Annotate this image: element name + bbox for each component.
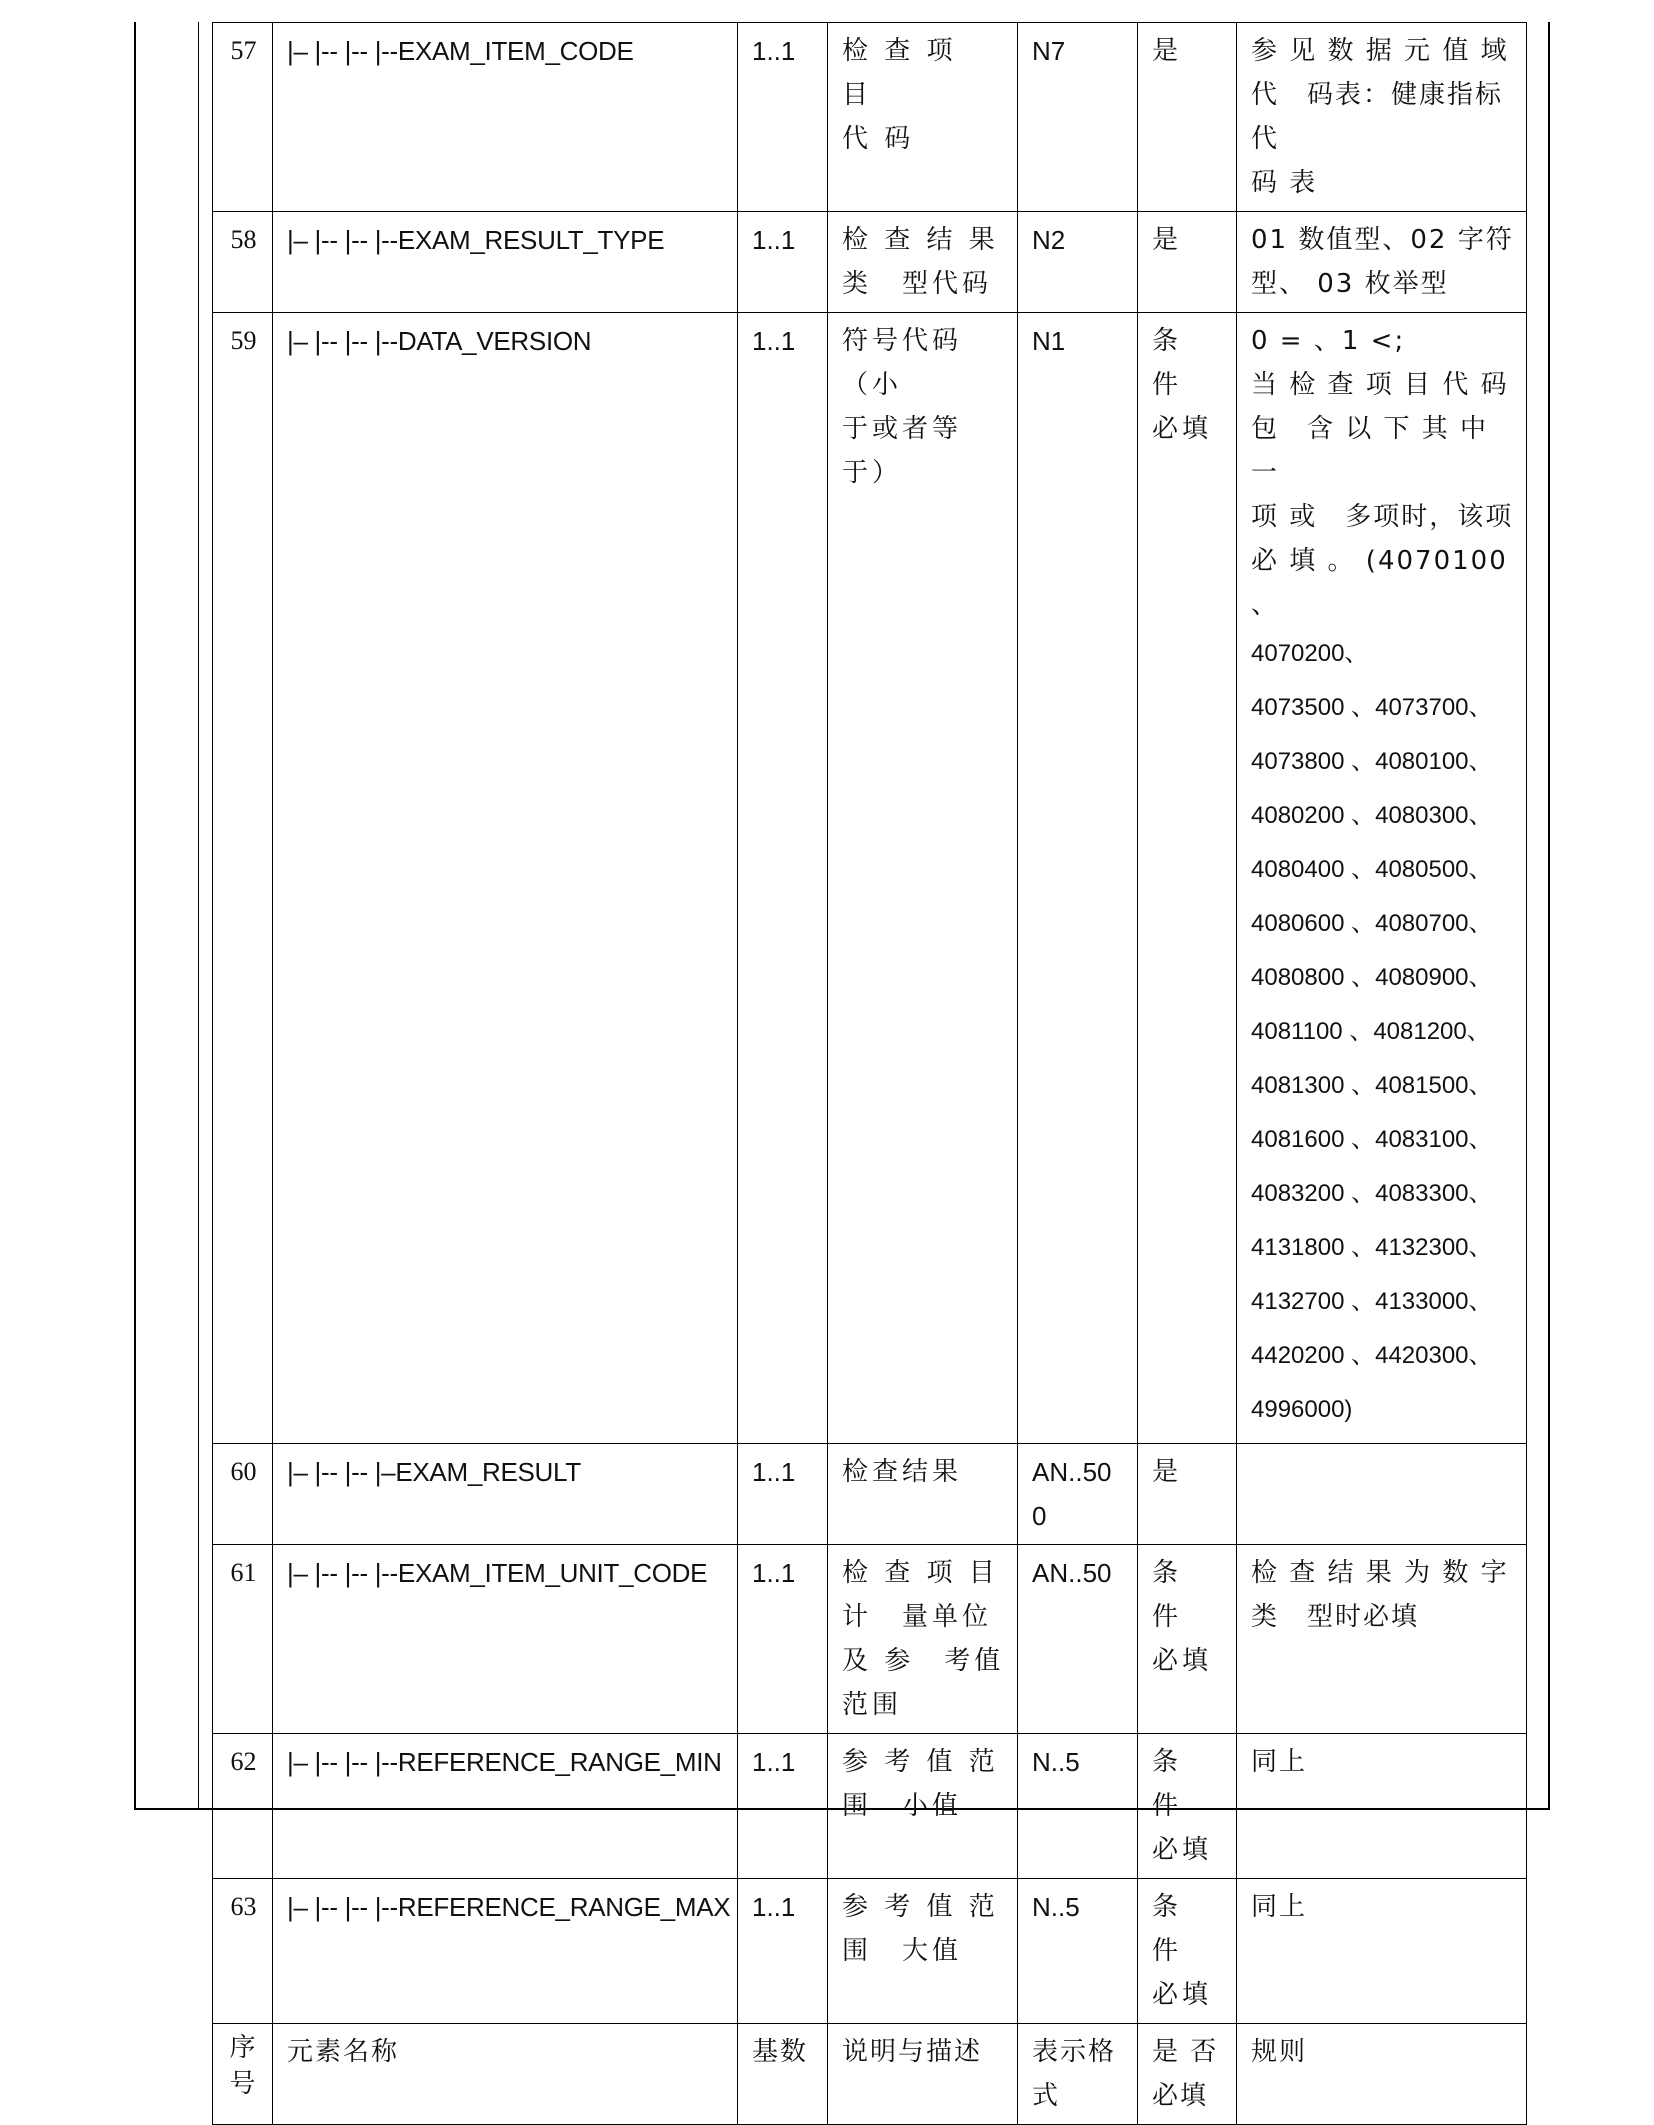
cardinality: 1..1 [738, 1444, 828, 1545]
table-row [213, 212, 1527, 313]
table-row [213, 1734, 1527, 1879]
header-name: 元素名称 [273, 2024, 738, 2125]
description: 检 查 项 目 代 码 [828, 23, 1018, 212]
element-name: |– |-- |-- |--DATA_VERSION [273, 313, 738, 1444]
header-required: 是 否 必填 [1138, 2024, 1237, 2125]
table-row [213, 1444, 1527, 1545]
format: N1 [1018, 313, 1138, 1444]
description: 检 查 项 目 计 量单位 及 参 考值 范围 [828, 1545, 1018, 1734]
required: 是 [1138, 212, 1237, 313]
description: 参 考 值 范 围 小值 [828, 1734, 1018, 1879]
element-name: |– |-- |-- |–EXAM_RESULT [273, 1444, 738, 1545]
element-name: |– |-- |-- |--REFERENCE_RANGE_MIN [273, 1734, 738, 1879]
required: 条 件 必填 [1138, 1734, 1237, 1879]
required: 条 件 必填 [1138, 1879, 1237, 2024]
cardinality: 1..1 [738, 313, 828, 1444]
table-header-row [213, 2024, 1527, 2125]
table-row [213, 1879, 1527, 2024]
cardinality: 1..1 [738, 23, 828, 212]
required: 条 件 必填 [1138, 1545, 1237, 1734]
header-description: 说明与描述 [828, 2024, 1018, 2125]
required: 条 件 必填 [1138, 313, 1237, 1444]
required: 是 [1138, 23, 1237, 212]
row-number: 57 [213, 23, 273, 212]
row-number: 58 [213, 212, 273, 313]
format: N..5 [1018, 1734, 1138, 1879]
cardinality: 1..1 [738, 1734, 828, 1879]
rule: 同上 [1237, 1734, 1527, 1879]
description: 参 考 值 范 围 大值 [828, 1879, 1018, 2024]
format: AN..50 [1018, 1545, 1138, 1734]
cardinality: 1..1 [738, 1879, 828, 2024]
element-name: |– |-- |-- |--REFERENCE_RANGE_MAX [273, 1879, 738, 2024]
header-rule: 规则 [1237, 2024, 1527, 2125]
row-number: 63 [213, 1879, 273, 2024]
row-number: 61 [213, 1545, 273, 1734]
table-row [213, 1545, 1527, 1734]
rule [1237, 1444, 1527, 1545]
rule: 检 查 结 果 为 数 字 类 型时必填 [1237, 1545, 1527, 1734]
format: N2 [1018, 212, 1138, 313]
row-number: 60 [213, 1444, 273, 1545]
row-number: 59 [213, 313, 273, 1444]
header-cardinality: 基数 [738, 2024, 828, 2125]
required: 是 [1138, 1444, 1237, 1545]
cardinality: 1..1 [738, 212, 828, 313]
rule: 01 数值型、02 字符 型、 03 枚举型 [1237, 212, 1527, 313]
description: 检 查 结 果 类 型代码 [828, 212, 1018, 313]
format: N..5 [1018, 1879, 1138, 2024]
format: AN..50 0 [1018, 1444, 1138, 1545]
row-number: 62 [213, 1734, 273, 1879]
rule: 同上 [1237, 1879, 1527, 2024]
rule: 参 见 数 据 元 值 域 代 码表：健康指标代 码 表 [1237, 23, 1527, 212]
description: 检查结果 [828, 1444, 1018, 1545]
format: N7 [1018, 23, 1138, 212]
element-name: |– |-- |-- |--EXAM_ITEM_CODE [273, 23, 738, 212]
table-row [213, 23, 1527, 212]
element-name: |– |-- |-- |--EXAM_RESULT_TYPE [273, 212, 738, 313]
margin-rule [198, 22, 199, 1810]
description: 符号代码（小 于或者等于） [828, 313, 1018, 1444]
data-element-table [212, 22, 1527, 2125]
header-format: 表示格 式 [1018, 2024, 1138, 2125]
cardinality: 1..1 [738, 1545, 828, 1734]
exam-item-code-list: 4070200、 4073500 、4073700、 4073800 、4080100、 4080200 、4080300、 4080400 、4080500、 4080600 、4080700、 4080800 、4080900、 4081100 、4081200、 4081300 、4081500、 4081600 、4083100、 4083200 、4083300、 4131800 、4132300、 4132700 、4133000、 4420200 、4420300、 4996000) [1251, 640, 1493, 1423]
table-row [213, 313, 1527, 1444]
header-no: 序 号 [213, 2024, 273, 2125]
element-name: |– |-- |-- |--EXAM_ITEM_UNIT_CODE [273, 1545, 738, 1734]
rule: 0 = 、1 <; 当 检 查 项 目 代 码 包 含 以 下 其 中 一 项 或 多项时，该项 必 填 。 (4070100 、 4070200、 4073500 、4073700、 4073800 、4080100、 4080200 、4080300、 4080400 、4080500、 4080600 、4080700、 4080800 、4080900、 4081100 、4081200、 4081300 、4081500、 4081600 、4083100、 4083200 、4083300、 4131800 、4132300、 4132700 、4133000、 4420200 、4420300、 4996000) [1237, 313, 1527, 1444]
